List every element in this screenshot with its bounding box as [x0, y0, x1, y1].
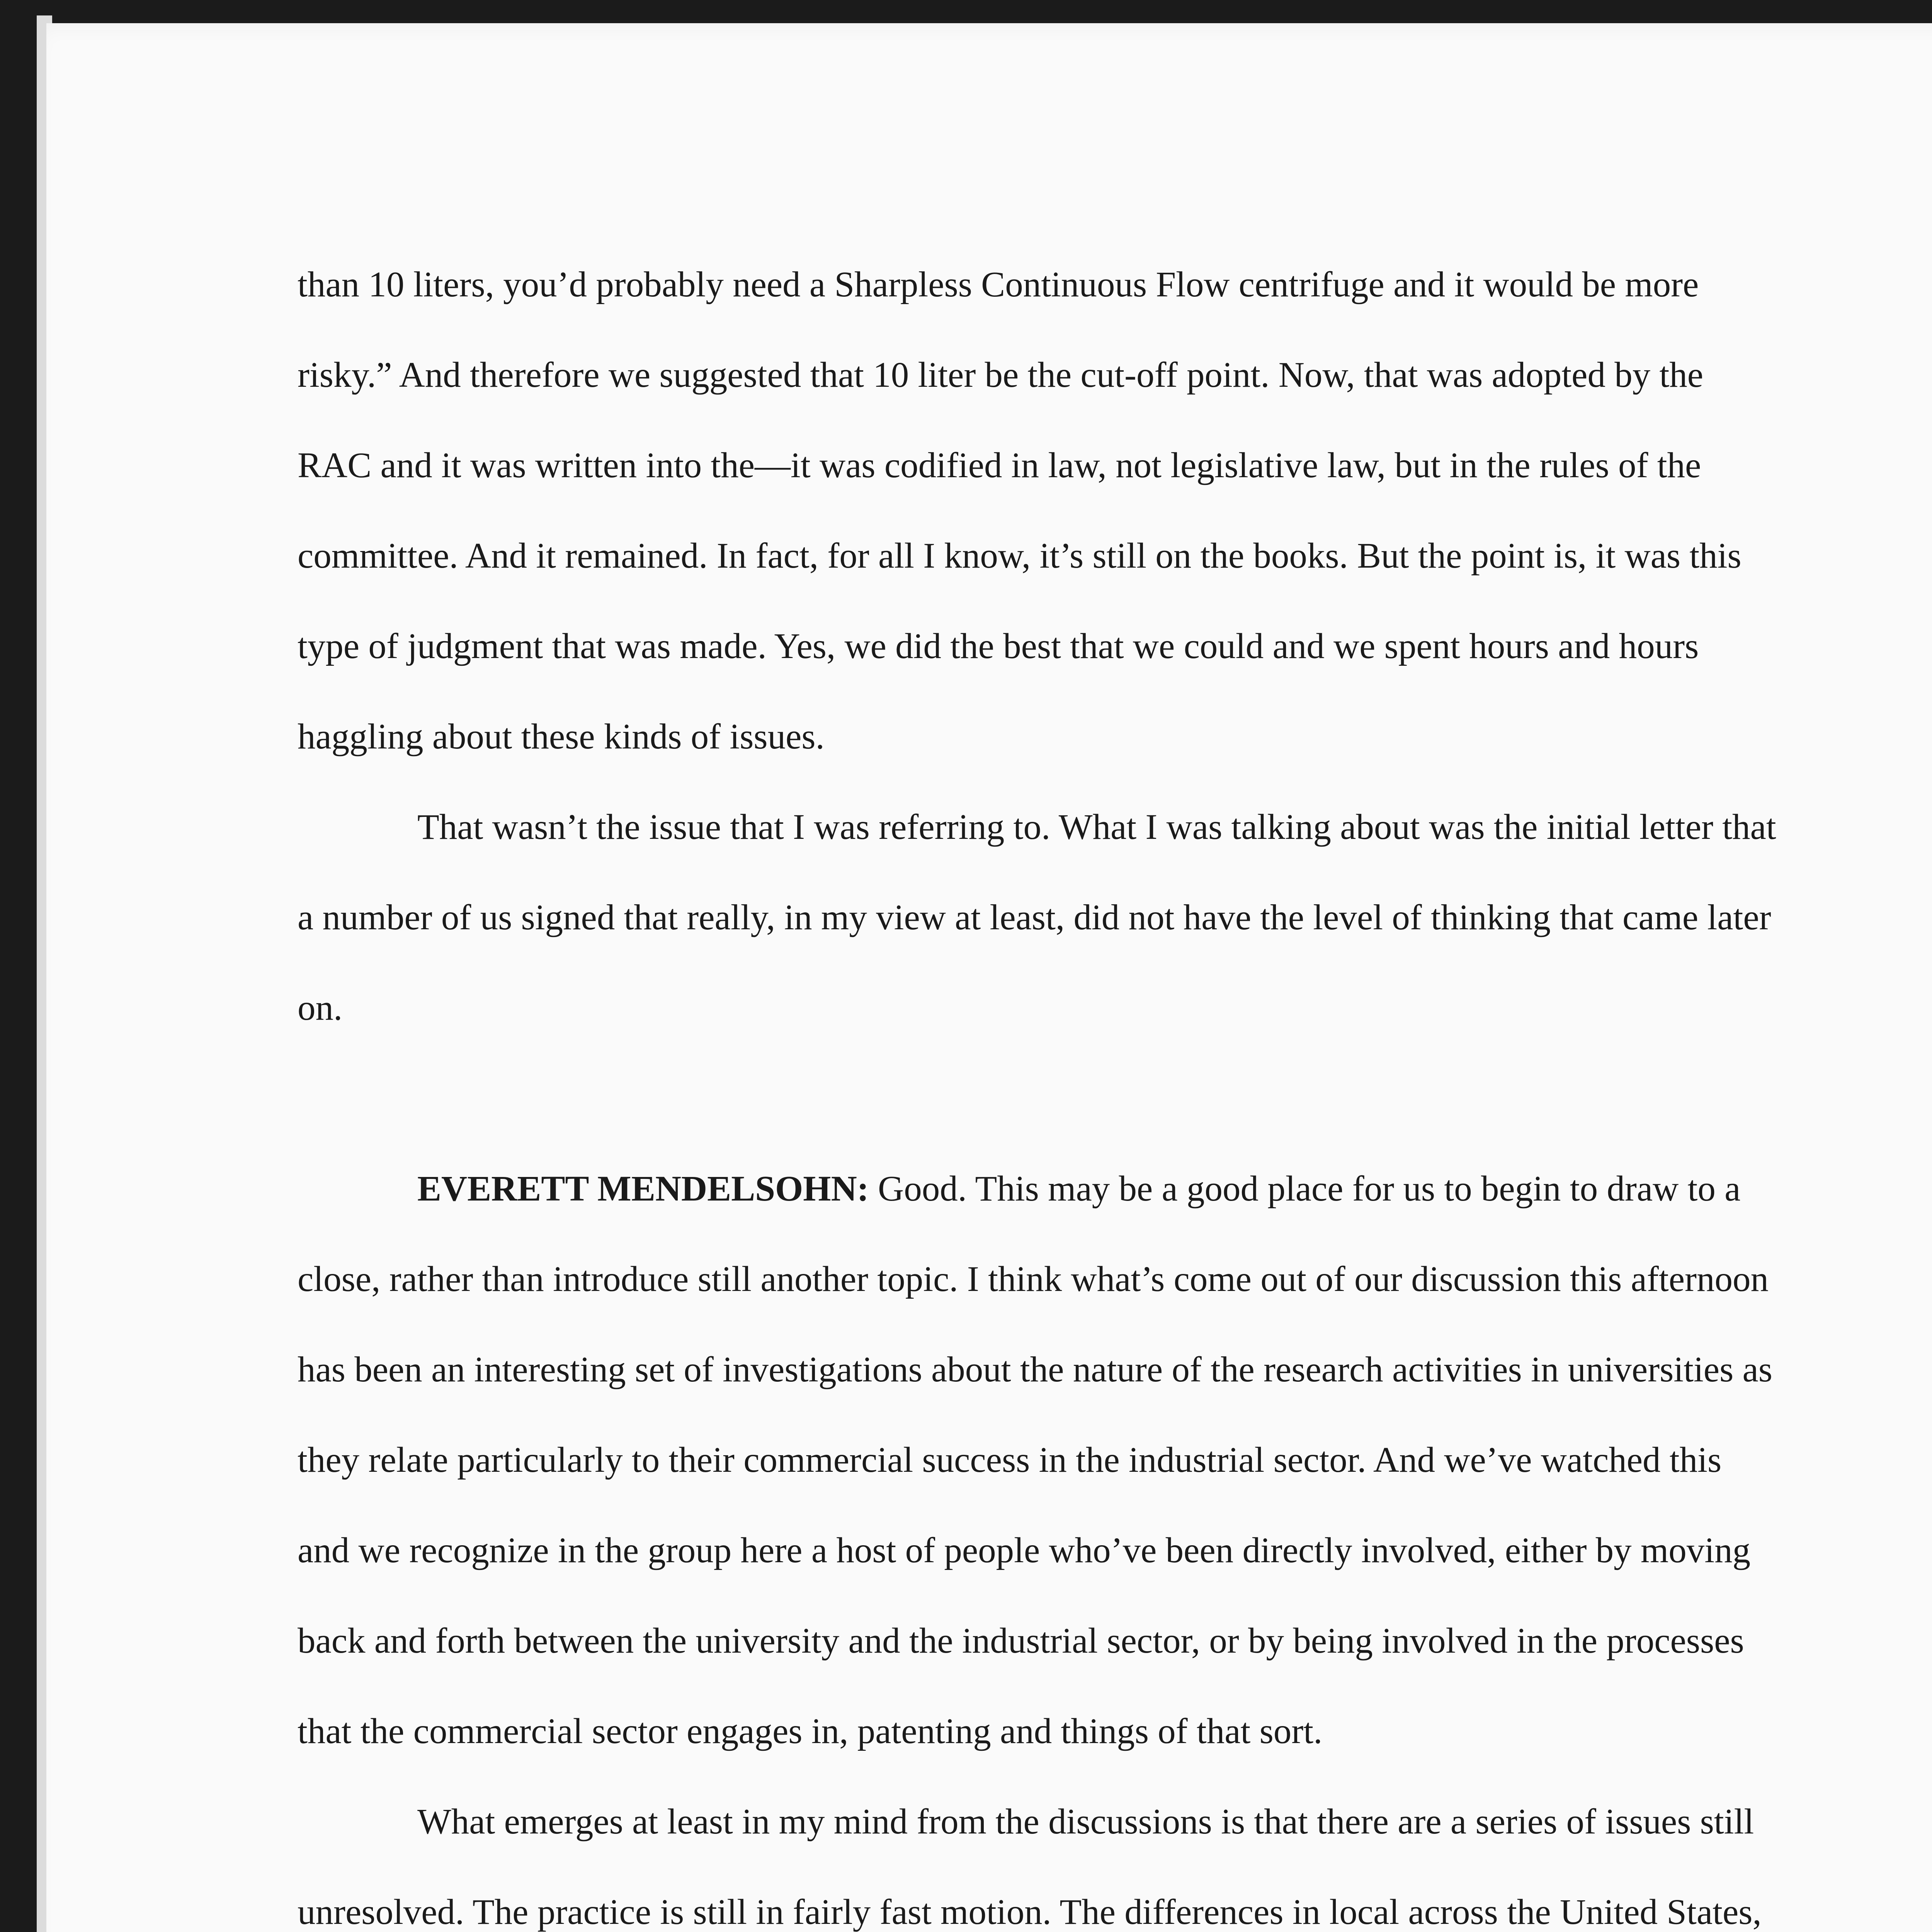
- paragraph-text: What emerges at least in my mind from the discussions is that there are a series of issues still unresolved. The practice is still in fairly fast motion. The differences in local across the United States,: [298, 1802, 1762, 1932]
- paragraph-4: [298, 1777, 1777, 1932]
- transcript-body: [298, 240, 1777, 1932]
- paragraph-gap: [298, 1053, 1777, 1144]
- speaker-name: EVERETT MENDELSOHN:: [417, 1169, 869, 1209]
- paragraph-text: Good. This may be a good place for us to begin to draw to a close, rather than introduce still another topic. I think what’s come out of our discussion this afternoon has been an interesting set of investigations about the nature of the research activities in universities as they relate particularly to their commercial success in the industrial sector. And we’ve watched this and we recognize in the group here a host of people who’ve been directly involved, either by moving back and forth between the university and the industrial sector, or by being involved in the processes that the commercial sector engages in, patenting and things of that sort.: [298, 1169, 1772, 1751]
- paragraph-text: That wasn’t the issue that I was referring to. What I was talking about was the initial letter that a number of us signed that really, in my view at least, did not have the level of thinking that came later on.: [298, 807, 1776, 1028]
- paragraph-1: [298, 240, 1777, 782]
- paragraph-text: than 10 liters, you’d probably need a Sharpless Continuous Flow centrifuge and it would be more risky.” And therefore we suggested that 10 liter be the cut-off point. Now, that was adopted by the RAC and it was written into the—it was codified in law, not legislative law, but in the rules of the committee. And it remained. In fact, for all I know, it’s still on the books. But the point is, it was this type of judgment that was made. Yes, we did the best that we could and we spent hours and hours haggling about these kinds of issues.: [298, 265, 1742, 757]
- paragraph-3: [298, 1144, 1777, 1777]
- paragraph-2: [298, 782, 1777, 1053]
